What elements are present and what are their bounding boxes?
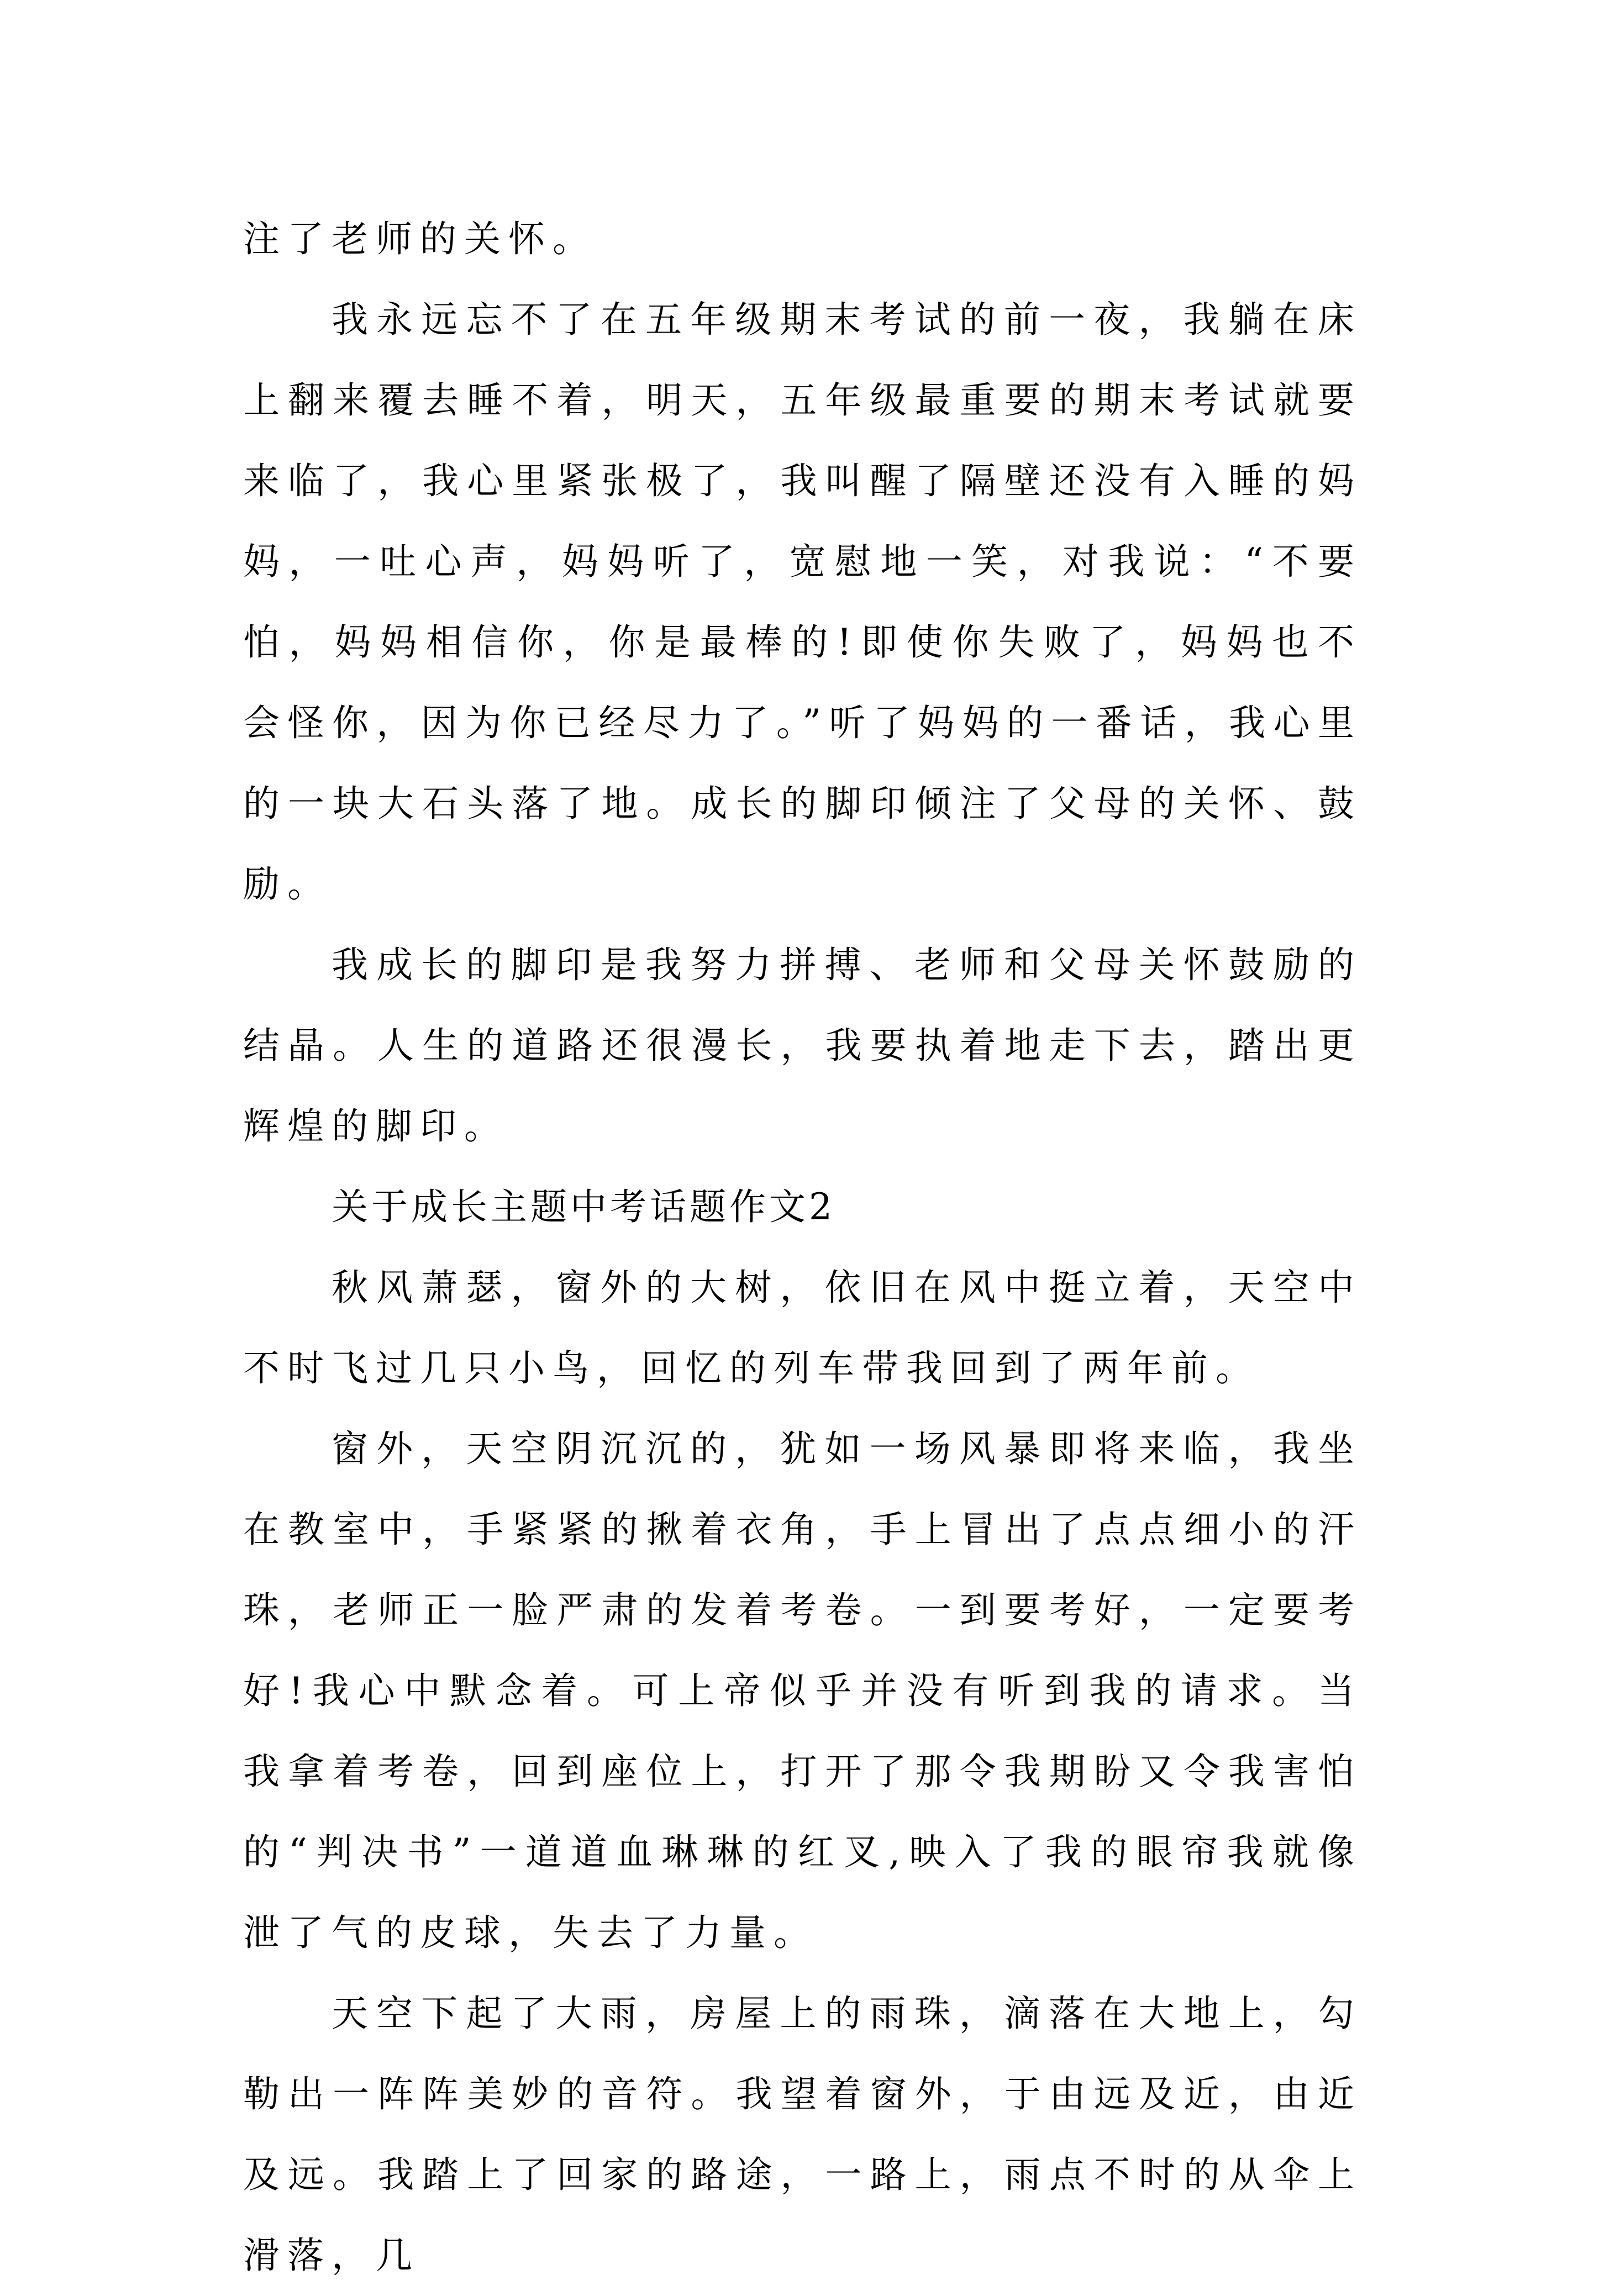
document-body xyxy=(243,199,1362,2296)
paragraph-3: 我成长的脚印是我努力拼搏、老师和父母关怀鼓励的结晶。人生的道路还很漫长，我要执着地走下去，踏出更辉煌的脚印。 xyxy=(243,944,1362,1147)
paragraph-4: 秋风萧瑟，窗外的大树，依旧在风中挺立着，天空中不时飞过几只小鸟，回忆的列车带我回到了两年前。 xyxy=(243,1266,1362,1389)
paragraph-5: 窗外，天空阴沉沉的，犹如一场风暴即将来临，我坐在教室中，手紧紧的揪着衣角，手上冒出了点点细小的汗珠，老师正一脸严肃的发着考卷。一到要考好，一定要考好!我心中默念着。可上帝似乎并没有听到我的请求。当我拿着考卷，回到座位上，打开了那令我期盼又令我害怕的“判决书”一道道血琳琳的红叉,映入了我的眼帘我就像泄了气的皮球，失去了力量。 xyxy=(243,1428,1362,1954)
paragraph-1: 注了老师的关怀。 xyxy=(243,218,597,260)
essay-heading: 关于成长主题中考话题作文2 xyxy=(332,1186,835,1228)
paragraph-2: 我永远忘不了在五年级期末考试的前一夜，我躺在床上翻来覆去睡不着，明天，五年级最重要的期末考试就要来临了，我心里紧张极了，我叫醒了隔壁还没有入睡的妈妈，一吐心声，妈妈听了，宽慰地一笑，对我说：“不要怕，妈妈相信你，你是最棒的!即使你失败了，妈妈也不会怪你，因为你已经尽力了。”听了妈妈的一番话，我心里的一块大石头落了地。成长的脚印倾注了父母的关怀、鼓励。 xyxy=(243,298,1362,905)
paragraph-6: 天空下起了大雨，房屋上的雨珠，滴落在大地上，勾勒出一阵阵美妙的音符。我望着窗外，于由远及近，由近及远。我踏上了回家的路途，一路上，雨点不时的从伞上滑落，几 xyxy=(243,1992,1362,2277)
